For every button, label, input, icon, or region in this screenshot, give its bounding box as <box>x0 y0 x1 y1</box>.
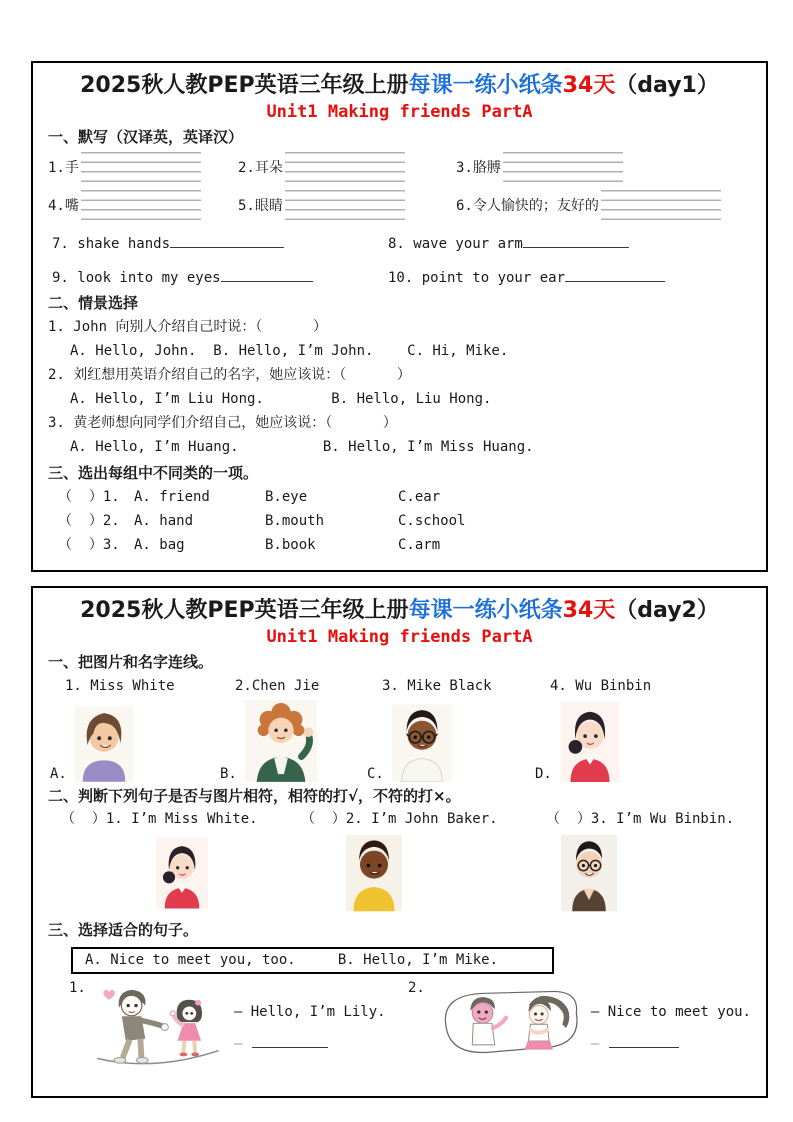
avatar-cell-a <box>50 700 220 782</box>
option-a: A. friend <box>134 489 210 505</box>
phrase-item-10 <box>388 266 751 286</box>
dialog-1-line-1: — Hello, I’m Lily. <box>233 1004 386 1020</box>
judge-image-boy-yellow-shirt <box>346 834 402 912</box>
choose-sentence-row <box>69 978 751 1074</box>
dialog-1 <box>234 1004 386 1074</box>
judge-item-3: （ ）3. I’m Wu Binbin. <box>546 811 735 827</box>
word-item-4 <box>48 190 238 220</box>
answer-blank <box>252 1032 328 1048</box>
option-b: B.eye <box>265 489 308 505</box>
choose-item-1 <box>69 978 408 1074</box>
word-item-1 <box>48 152 238 182</box>
avatar-cell-b <box>220 700 367 782</box>
day2-subtitle: Unit1 Making friends PartA <box>266 627 533 647</box>
option-c: C.ear <box>398 489 441 505</box>
judge-image-person-glasses-tank-top <box>561 834 617 912</box>
option-c: C.arm <box>398 537 441 553</box>
phrase-item-9 <box>52 266 388 286</box>
match-name-4: 4. Wu Binbin <box>550 678 652 694</box>
question-3-stem: 3. 黄老师想向同学们介绍自己，她应该说：（ ） <box>48 415 397 431</box>
choose-item-1-number: 1. <box>69 980 86 996</box>
avatar-letter-a: A. <box>50 766 67 782</box>
day2-section2-heading: 二、判断下列句子是否与图片相符，相符的打√，不符的打×。 <box>48 787 461 805</box>
writing-lines-blank <box>81 152 201 182</box>
day2-title-black-lead: 2025秋人教PEP英语三年级上册 <box>80 598 409 623</box>
answer-blank <box>565 266 665 282</box>
writing-lines-blank <box>503 152 623 182</box>
match-names-row <box>65 676 751 696</box>
phrase-item-9-text: 9. look into my eyes <box>52 270 221 286</box>
word-item-6 <box>456 190 751 220</box>
avatar-teacher-green-cardigan <box>245 700 317 782</box>
day1-title-red: 34天 <box>562 73 616 98</box>
question-1-stem: 1. John 向别人介绍自己时说：（ ） <box>48 319 328 335</box>
day1-title-black-tail: （day1） <box>615 73 719 98</box>
question-2-stem: 2. 刘红想用英语介绍自己的名字，她应该说：（ ） <box>48 367 411 383</box>
day2-title-red: 34天 <box>562 598 616 623</box>
dialog-1-dash: — <box>233 1036 243 1052</box>
phrase-item-7-text: 7. shake hands <box>52 236 171 252</box>
avatar-letter-d: D. <box>535 766 552 782</box>
word-item-3-label: 3.胳膊 <box>456 160 501 176</box>
question-2-options: A. Hello, I’m Liu Hong. B. Hello, Liu Hong. <box>70 391 492 407</box>
dialog-2-dash: — <box>590 1036 600 1052</box>
word-item-3 <box>456 152 751 182</box>
day2-title-black-tail: （day2） <box>615 598 719 623</box>
worksheet-day2 <box>31 586 768 1098</box>
day1-section1-heading: 一、默写（汉译英，英译汉） <box>48 128 244 146</box>
avatar-letter-c: C. <box>367 766 384 782</box>
avatar-cell-d <box>535 700 751 782</box>
day1-subtitle: Unit1 Making friends PartA <box>266 102 533 122</box>
option-b: B.book <box>265 537 316 553</box>
odd-one-out-row-1 <box>58 485 751 509</box>
day2-section3-heading: 三、选择适合的句子。 <box>48 921 199 939</box>
choose-item-2 <box>408 978 751 1074</box>
writing-lines-blank <box>601 190 721 220</box>
day1-title-black-lead: 2025秋人教PEP英语三年级上册 <box>80 73 409 98</box>
choose-item-2-number: 2. <box>407 980 425 996</box>
answer-parens: （ ）2. <box>58 513 120 529</box>
judge-item-1: （ ）1. I’m Miss White. <box>61 811 258 827</box>
worksheet-day1 <box>31 61 768 572</box>
option-a: A. bag <box>134 537 185 553</box>
day1-phrase-grid <box>52 232 751 286</box>
avatar-cell-c <box>367 700 535 782</box>
avatar-boy-glasses-white-shirt <box>392 704 452 782</box>
match-name-3: 3. Mike Black <box>382 678 492 694</box>
day1-section3-heading: 三、选出每组中不同类的一项。 <box>48 464 259 482</box>
answer-blank <box>221 266 313 282</box>
dialog-2-line-2 <box>591 1032 751 1052</box>
day1-title <box>48 71 751 101</box>
writing-lines-blank <box>81 190 201 220</box>
dialog-2 <box>591 1004 751 1074</box>
day2-section1-heading: 一、把图片和名字连线。 <box>48 653 214 671</box>
word-item-2-label: 2.耳朵 <box>238 160 283 176</box>
judge-image-1-wrap <box>61 834 301 916</box>
word-item-5 <box>238 190 456 220</box>
match-avatars-row <box>50 700 751 782</box>
day2-title-blue: 每课一练小纸条 <box>408 598 563 623</box>
avatar-letter-b: B. <box>220 766 237 782</box>
match-name-2: 2.Chen Jie <box>235 678 320 694</box>
answer-blank <box>170 232 284 248</box>
answer-parens: （ ）1. <box>58 489 120 505</box>
odd-one-out-row-3 <box>58 533 751 557</box>
option-c: C.school <box>398 513 466 529</box>
option-b: B.mouth <box>265 513 325 529</box>
avatar-girl-red-dress <box>560 702 620 782</box>
answer-blank <box>609 1032 679 1048</box>
word-item-1-label: 1.手 <box>48 160 79 176</box>
word-item-4-label: 4.嘴 <box>48 198 79 214</box>
answer-parens: （ ）3. <box>58 537 120 553</box>
word-item-5-label: 5.眼睛 <box>238 198 283 214</box>
sentence-options-box: A. Nice to meet you, too. B. Hello, I’m Mike. <box>71 947 554 974</box>
dialog-2-line-1: — Nice to meet you. <box>590 1004 751 1020</box>
phrase-item-7 <box>52 232 388 252</box>
day2-title <box>48 596 751 626</box>
judge-image-girl-red-dress <box>156 834 208 912</box>
odd-one-out-row-2 <box>58 509 751 533</box>
match-name-1: 1. Miss White <box>65 678 175 694</box>
day1-word-grid <box>48 152 751 220</box>
dialog-1-line-2 <box>234 1032 386 1052</box>
judge-sentences-row <box>61 808 751 830</box>
judge-image-2-wrap <box>301 834 546 916</box>
avatar-boy-purple-shirt <box>75 706 133 782</box>
word-item-2 <box>238 152 456 182</box>
word-item-6-label: 6.令人愉快的；友好的 <box>456 198 599 214</box>
question-1-options: A. Hello, John. B. Hello, I’m John. C. Hi, Mike. <box>70 343 509 359</box>
writing-lines-blank <box>285 190 405 220</box>
phrase-item-10-text: 10. point to your ear <box>388 270 566 286</box>
day1-title-blue: 每课一练小纸条 <box>408 73 563 98</box>
answer-blank <box>523 232 629 248</box>
phrase-item-8-text: 8. wave your arm <box>388 236 523 252</box>
judge-images-row <box>61 834 751 916</box>
writing-lines-blank <box>285 152 405 182</box>
option-a: A. hand <box>134 513 194 529</box>
judge-image-3-wrap <box>546 834 751 916</box>
scene-boy-greeting-girl <box>92 986 224 1074</box>
day1-section2-heading: 二、情景选择 <box>48 294 139 312</box>
question-3-options: A. Hello, I’m Huang. B. Hello, I’m Miss Huang. <box>70 439 534 455</box>
judge-item-2: （ ）2. I’m John Baker. <box>301 811 498 827</box>
phrase-item-8 <box>388 232 751 252</box>
scene-boy-girl-bubble <box>431 986 581 1070</box>
